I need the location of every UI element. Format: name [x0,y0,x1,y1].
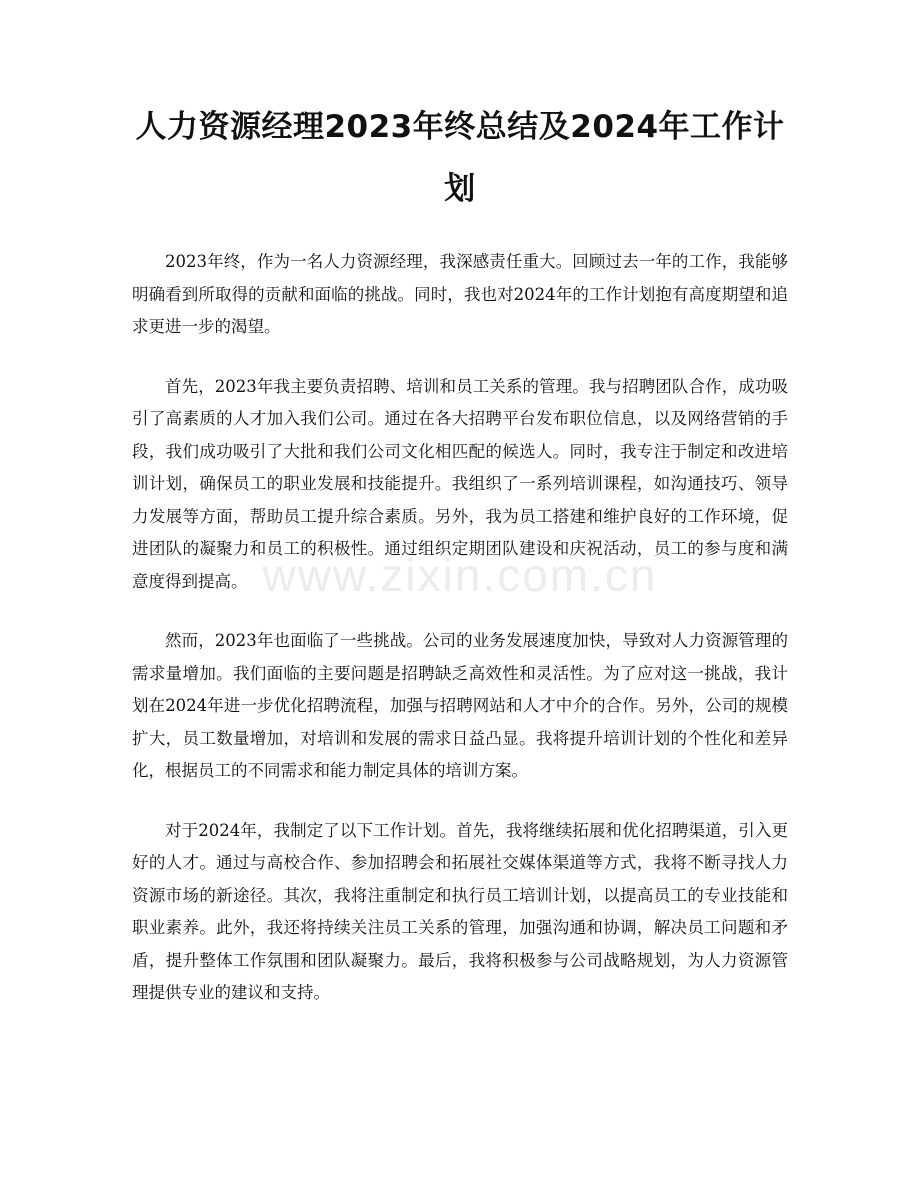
document-body [132,246,788,1010]
watermark-text: www.zixin.com.cn [262,549,658,601]
paragraph-intro: 2023年终，作为一名人力资源经理，我深感责任重大。回顾过去一年的工作，我能够明确看到所取得的贡献和面临的挑战。同时，我也对2024年的工作计划抱有高度期望和追求更进一步的渴望。 [132,252,788,336]
paragraph-plan-2024: 对于2024年，我制定了以下工作计划。首先，我将继续拓展和优化招聘渠道，引入更好的人才。通过与高校合作、参加招聘会和拓展社交媒体渠道等方式，我将不断寻找人力资源市场的新途径。其次，我将注重制定和执行员工培训计划，以提高员工的专业技能和职业素养。此外，我还将持续关注员工关系的管理，加强沟通和协调，解决员工问题和矛盾，提升整体工作氛围和团队凝聚力。最后，我将积极参与公司战略规划，为人力资源管理提供专业的建议和支持。 [132,820,788,1002]
document-title: 人力资源经理2023年终总结及2024年工作计划 [135,109,785,207]
paragraph-achievements: 首先，2023年我主要负责招聘、培训和员工关系的管理。我与招聘团队合作，成功吸引了高素质的人才加入我们公司。通过在各大招聘平台发布职位信息，以及网络营销的手段，我们成功吸引了大批和我们公司文化相匹配的候选人。同时，我专注于制定和改进培训计划，确保员工的职业发展和技能提升。我组织了一系列培训课程，如沟通技巧、领导力发展等方面，帮助员工提升综合素质。另外，我为员工搭建和维护良好的工作环境，促进团队的凝聚力和员工的积极性。通过组织定期团队建设和庆祝活动，员工的参与度和满意度得到提高。 [132,376,788,591]
paragraph-challenges: 然而，2023年也面临了一些挑战。公司的业务发展速度加快，导致对人力资源管理的需求量增加。我们面临的主要问题是招聘缺乏高效性和灵活性。为了应对这一挑战，我计划在2024年进一步优化招聘流程，加强与招聘网站和人才中介的合作。另外，公司的规模扩大，员工数量增加，对培训和发展的需求日益凸显。我将提升培训计划的个性化和差异化，根据员工的不同需求和能力制定具体的培训方案。 [132,631,788,780]
